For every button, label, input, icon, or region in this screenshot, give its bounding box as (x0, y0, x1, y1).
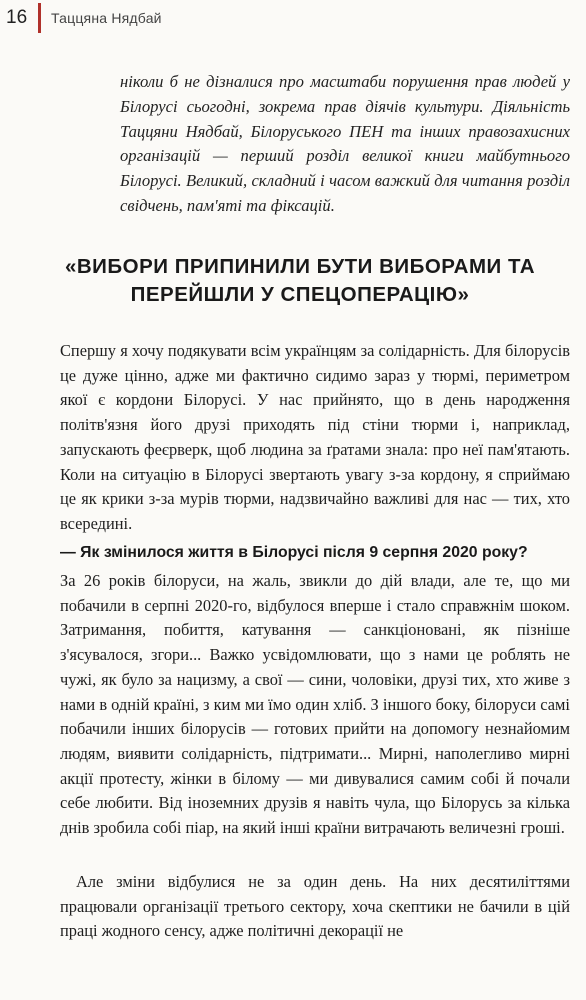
body-paragraph-1: Спершу я хочу подякувати всім українцям за солідарність. Для білорусів це дуже цінно, адже ми фактично сидимо зараз у тюрмі, периметром якої є кордони Білорусі. У нас прийнято, що в день народження політв'язня його друзі приходять під стіни тюрми і, наприклад, запускають феєрверк, щоб людина за ґратами знала: про неї пам'ятають. Коли на ситуацію в Білорусі звертають увагу з-за кордону, я сприймаю це як крики з-за мурів тюрми, надзвичайно важливі для нас — тих, хто всередині. (60, 341, 570, 533)
page-number: 16 (6, 7, 28, 28)
intro-paragraph: ніколи б не дізналися про масштаби порушення прав людей у Білорусі сьогодні, зокрема прав діячів культури. Діяльність Таццяни Нядбай, Білоруського ПЕН та інших правозахисних організацій — перший розділ великої книги майбутнього Білорусі. Великий, складний і часом важкий для читання розділ свідчень, пам'яті та фіксацій. (120, 72, 570, 215)
running-head (6, 4, 162, 32)
header-divider (38, 3, 41, 33)
interview-question: — Як змінилося життя в Білорусі після 9 серпня 2020 року? (60, 544, 528, 561)
body-paragraph-3: Але зміни відбулися не за один день. На них десятиліттями працювали організації третього сектору, хоча скептики не бачили в цій праці жодного сенсу, адже політичні декорації не (60, 872, 570, 941)
running-title: Таццяна Нядбай (51, 10, 162, 26)
body-paragraph-2: За 26 років білоруси, на жаль, звикли до дій влади, але те, що ми побачили в серпні 2020-го, відбулося вперше і стало справжнім шоком. Затримання, побиття, катування — санкціоновані, як пізніше з'ясувалося, згори... Важко усвідомлювати, що з нами це роблять не чужі, як було за нацизму, а свої — сини, чоловіки, друзі тих, хто живе з нами в одній країні, з ким ми їмо один хліб. З іншого боку, білоруси самі побачили інших білорусів — готових прийти на допомогу незнайомим людям, виявити солідарність, підтримати... Мирні, наполегливо мирні акції протесту, жінки в білому — ми дивувалися самим собі й почали себе любити. Від іноземних друзів я навіть чула, що Білорусь за кілька днів зробила собі піар, на який інші країни витрачають величезні гроші. (60, 571, 570, 838)
section-heading: «ВИБОРИ ПРИПИНИЛИ БУТИ ВИБОРАМИ ТА ПЕРЕЙШЛИ У СПЕЦОПЕРАЦІЮ» (64, 255, 536, 306)
